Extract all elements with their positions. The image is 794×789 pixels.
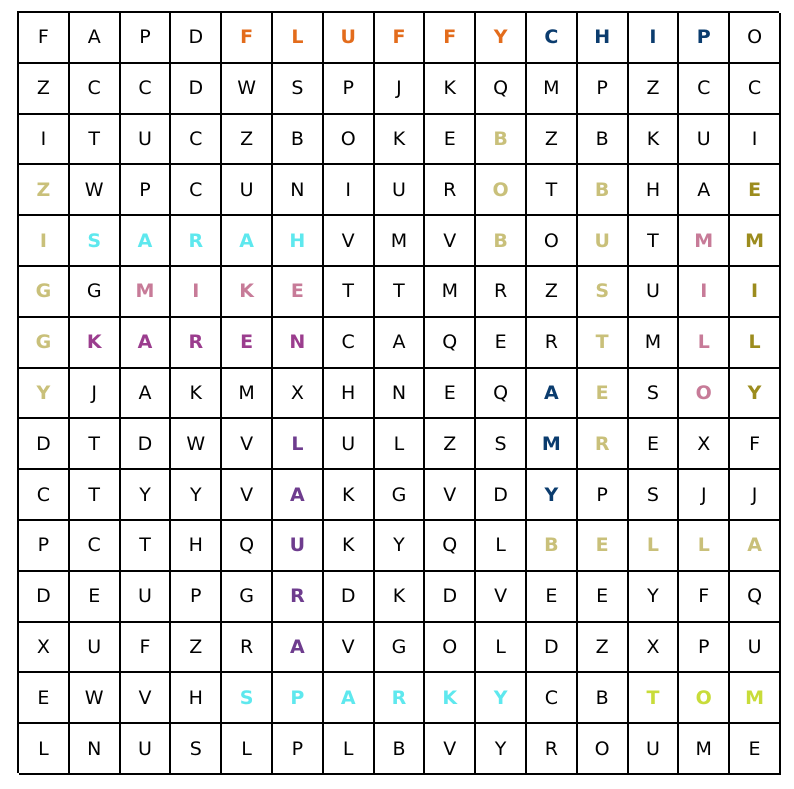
grid-cell[interactable]: E <box>730 724 781 775</box>
grid-cell[interactable]: U <box>324 13 375 64</box>
grid-cell[interactable]: X <box>629 623 680 674</box>
grid-cell[interactable]: E <box>273 267 324 318</box>
grid-cell[interactable]: A <box>222 216 273 267</box>
grid-cell[interactable]: S <box>629 369 680 420</box>
grid-cell[interactable]: L <box>19 724 70 775</box>
grid-cell[interactable]: E <box>578 572 629 623</box>
grid-cell[interactable]: G <box>19 318 70 369</box>
grid-cell[interactable]: P <box>273 724 324 775</box>
grid-cell[interactable]: O <box>578 724 629 775</box>
grid-cell[interactable]: E <box>578 521 629 572</box>
grid-cell[interactable]: K <box>425 64 476 115</box>
grid-cell[interactable]: H <box>171 673 222 724</box>
grid-cell[interactable]: I <box>19 115 70 166</box>
grid-cell[interactable]: P <box>578 64 629 115</box>
grid-cell[interactable]: S <box>171 724 222 775</box>
grid-cell[interactable]: X <box>273 369 324 420</box>
grid-cell[interactable]: M <box>730 216 781 267</box>
grid-cell[interactable]: L <box>629 521 680 572</box>
grid-cell[interactable]: M <box>730 673 781 724</box>
grid-cell[interactable]: H <box>578 13 629 64</box>
grid-cell[interactable]: M <box>679 724 730 775</box>
grid-cell[interactable]: E <box>19 673 70 724</box>
grid-cell[interactable]: S <box>578 267 629 318</box>
grid-cell[interactable]: M <box>527 64 578 115</box>
grid-cell[interactable]: M <box>679 216 730 267</box>
grid-cell[interactable]: L <box>273 419 324 470</box>
grid-cell[interactable]: T <box>121 521 172 572</box>
grid-cell[interactable]: O <box>679 673 730 724</box>
grid-cell[interactable]: K <box>425 673 476 724</box>
grid-cell[interactable]: P <box>273 673 324 724</box>
grid-cell[interactable]: C <box>527 673 578 724</box>
grid-cell[interactable]: Z <box>171 623 222 674</box>
grid-cell[interactable]: A <box>273 623 324 674</box>
grid-cell[interactable]: J <box>730 470 781 521</box>
grid-cell[interactable]: R <box>476 267 527 318</box>
grid-cell[interactable]: V <box>425 724 476 775</box>
grid-cell[interactable]: R <box>527 318 578 369</box>
grid-cell[interactable]: W <box>222 64 273 115</box>
grid-cell[interactable]: P <box>121 165 172 216</box>
grid-cell[interactable]: V <box>324 216 375 267</box>
grid-cell[interactable]: K <box>375 115 426 166</box>
grid-cell[interactable]: I <box>19 216 70 267</box>
grid-cell[interactable]: Y <box>476 724 527 775</box>
grid-cell[interactable]: S <box>273 64 324 115</box>
grid-cell[interactable]: X <box>679 419 730 470</box>
grid-cell[interactable]: D <box>171 13 222 64</box>
grid-cell[interactable]: U <box>222 165 273 216</box>
grid-cell[interactable]: X <box>19 623 70 674</box>
grid-cell[interactable]: W <box>70 673 121 724</box>
grid-cell[interactable]: O <box>476 165 527 216</box>
grid-cell[interactable]: P <box>679 13 730 64</box>
grid-cell[interactable]: Q <box>222 521 273 572</box>
grid-cell[interactable]: A <box>730 521 781 572</box>
grid-cell[interactable]: M <box>629 318 680 369</box>
grid-cell[interactable]: A <box>527 369 578 420</box>
grid-cell[interactable]: L <box>679 521 730 572</box>
grid-cell[interactable]: K <box>70 318 121 369</box>
grid-cell[interactable]: T <box>70 470 121 521</box>
grid-cell[interactable]: I <box>629 13 680 64</box>
grid-cell[interactable]: F <box>375 13 426 64</box>
grid-cell[interactable]: U <box>629 724 680 775</box>
grid-cell[interactable]: G <box>375 470 426 521</box>
grid-cell[interactable]: M <box>527 419 578 470</box>
grid-cell[interactable]: R <box>425 165 476 216</box>
grid-cell[interactable]: E <box>730 165 781 216</box>
grid-cell[interactable]: K <box>171 369 222 420</box>
grid-cell[interactable]: Y <box>476 673 527 724</box>
grid-cell[interactable]: I <box>679 267 730 318</box>
grid-cell[interactable]: L <box>679 318 730 369</box>
grid-cell[interactable]: Z <box>222 115 273 166</box>
grid-cell[interactable]: S <box>476 419 527 470</box>
grid-cell[interactable]: A <box>121 216 172 267</box>
grid-cell[interactable]: W <box>171 419 222 470</box>
grid-cell[interactable]: R <box>578 419 629 470</box>
grid-cell[interactable]: U <box>121 115 172 166</box>
grid-cell[interactable]: I <box>171 267 222 318</box>
grid-cell[interactable]: F <box>730 419 781 470</box>
grid-cell[interactable]: V <box>476 572 527 623</box>
grid-cell[interactable]: B <box>476 216 527 267</box>
grid-cell[interactable]: U <box>629 267 680 318</box>
grid-cell[interactable]: T <box>324 267 375 318</box>
word-search-grid <box>17 11 779 773</box>
grid-cell[interactable]: T <box>527 165 578 216</box>
grid-cell[interactable]: E <box>578 369 629 420</box>
grid-cell[interactable]: A <box>121 369 172 420</box>
grid-cell[interactable]: K <box>222 267 273 318</box>
grid-cell[interactable]: T <box>629 216 680 267</box>
grid-cell[interactable]: U <box>375 165 426 216</box>
grid-cell[interactable]: U <box>730 623 781 674</box>
grid-cell[interactable]: A <box>273 470 324 521</box>
grid-cell[interactable]: V <box>222 470 273 521</box>
grid-cell[interactable]: B <box>476 115 527 166</box>
grid-cell[interactable]: Z <box>425 419 476 470</box>
grid-cell[interactable]: R <box>171 318 222 369</box>
grid-cell[interactable]: N <box>273 318 324 369</box>
grid-cell[interactable]: R <box>273 572 324 623</box>
grid-cell[interactable]: I <box>730 267 781 318</box>
grid-cell[interactable]: K <box>375 572 426 623</box>
grid-cell[interactable]: A <box>375 318 426 369</box>
grid-cell[interactable]: H <box>629 165 680 216</box>
grid-cell[interactable]: P <box>121 13 172 64</box>
grid-cell[interactable]: A <box>324 673 375 724</box>
grid-cell[interactable]: D <box>425 572 476 623</box>
grid-cell[interactable]: V <box>324 623 375 674</box>
grid-cell[interactable]: F <box>679 572 730 623</box>
grid-cell[interactable]: M <box>375 216 426 267</box>
grid-cell[interactable]: L <box>730 318 781 369</box>
grid-cell[interactable]: F <box>425 13 476 64</box>
grid-cell[interactable]: K <box>629 115 680 166</box>
grid-cell[interactable]: H <box>273 216 324 267</box>
grid-cell[interactable]: J <box>375 64 426 115</box>
grid-cell[interactable]: F <box>19 13 70 64</box>
grid-cell[interactable]: Y <box>629 572 680 623</box>
grid-cell[interactable]: Z <box>527 115 578 166</box>
grid-cell[interactable]: O <box>730 13 781 64</box>
grid-cell[interactable]: G <box>375 623 426 674</box>
grid-cell[interactable]: Y <box>730 369 781 420</box>
grid-cell[interactable]: L <box>476 521 527 572</box>
grid-cell[interactable]: P <box>578 470 629 521</box>
grid-cell[interactable]: Y <box>19 369 70 420</box>
grid-cell[interactable]: Y <box>121 470 172 521</box>
grid-cell[interactable]: U <box>121 572 172 623</box>
grid-cell[interactable]: J <box>70 369 121 420</box>
grid-cell[interactable]: O <box>679 369 730 420</box>
grid-cell[interactable]: Q <box>425 521 476 572</box>
grid-cell[interactable]: U <box>578 216 629 267</box>
grid-cell[interactable]: C <box>121 64 172 115</box>
grid-cell[interactable]: S <box>629 470 680 521</box>
grid-cell[interactable]: Y <box>171 470 222 521</box>
grid-cell[interactable]: D <box>171 64 222 115</box>
grid-cell[interactable]: Q <box>476 369 527 420</box>
grid-cell[interactable]: Z <box>19 64 70 115</box>
grid-cell[interactable]: P <box>679 623 730 674</box>
grid-cell[interactable]: M <box>222 369 273 420</box>
grid-cell[interactable]: T <box>629 673 680 724</box>
grid-cell[interactable]: E <box>527 572 578 623</box>
grid-cell[interactable]: P <box>171 572 222 623</box>
grid-cell[interactable]: Q <box>476 64 527 115</box>
grid-cell[interactable]: O <box>527 216 578 267</box>
grid-cell[interactable]: D <box>476 470 527 521</box>
grid-cell[interactable]: C <box>19 470 70 521</box>
grid-cell[interactable]: B <box>578 673 629 724</box>
grid-cell[interactable]: N <box>375 369 426 420</box>
grid-cell[interactable]: V <box>222 419 273 470</box>
grid-cell[interactable]: B <box>578 115 629 166</box>
grid-cell[interactable]: G <box>70 267 121 318</box>
grid-cell[interactable]: O <box>425 623 476 674</box>
grid-cell[interactable]: R <box>171 216 222 267</box>
grid-cell[interactable]: B <box>527 521 578 572</box>
grid-cell[interactable]: Y <box>527 470 578 521</box>
grid-cell[interactable]: P <box>324 64 375 115</box>
grid-cell[interactable]: U <box>679 115 730 166</box>
grid-cell[interactable]: L <box>324 724 375 775</box>
grid-cell[interactable]: C <box>527 13 578 64</box>
grid-cell[interactable]: P <box>19 521 70 572</box>
grid-cell[interactable]: E <box>222 318 273 369</box>
grid-cell[interactable]: D <box>121 419 172 470</box>
grid-cell[interactable]: S <box>222 673 273 724</box>
grid-cell[interactable]: Q <box>425 318 476 369</box>
grid-cell[interactable]: L <box>375 419 426 470</box>
grid-cell[interactable]: V <box>425 216 476 267</box>
grid-cell[interactable]: U <box>273 521 324 572</box>
grid-cell[interactable]: I <box>324 165 375 216</box>
grid-cell[interactable]: Z <box>578 623 629 674</box>
grid-cell[interactable]: C <box>70 64 121 115</box>
grid-cell[interactable]: H <box>171 521 222 572</box>
grid-cell[interactable]: F <box>222 13 273 64</box>
grid-cell[interactable]: K <box>324 521 375 572</box>
grid-cell[interactable]: O <box>324 115 375 166</box>
grid-cell[interactable]: N <box>70 724 121 775</box>
grid-cell[interactable]: E <box>425 369 476 420</box>
grid-cell[interactable]: G <box>19 267 70 318</box>
grid-cell[interactable]: U <box>70 623 121 674</box>
grid-cell[interactable]: C <box>70 521 121 572</box>
grid-cell[interactable]: Y <box>375 521 426 572</box>
grid-cell[interactable]: Z <box>527 267 578 318</box>
grid-cell[interactable]: B <box>375 724 426 775</box>
grid-cell[interactable]: S <box>70 216 121 267</box>
grid-cell[interactable]: E <box>476 318 527 369</box>
grid-cell[interactable]: M <box>121 267 172 318</box>
grid-cell[interactable]: A <box>679 165 730 216</box>
grid-cell[interactable]: C <box>679 64 730 115</box>
grid-cell[interactable]: Y <box>476 13 527 64</box>
grid-cell[interactable]: A <box>70 13 121 64</box>
grid-cell[interactable]: C <box>171 165 222 216</box>
grid-cell[interactable]: B <box>578 165 629 216</box>
grid-cell[interactable]: A <box>121 318 172 369</box>
grid-cell[interactable]: G <box>222 572 273 623</box>
grid-cell[interactable]: Z <box>629 64 680 115</box>
grid-cell[interactable]: Q <box>730 572 781 623</box>
grid-cell[interactable]: U <box>121 724 172 775</box>
grid-cell[interactable]: E <box>629 419 680 470</box>
grid-cell[interactable]: J <box>679 470 730 521</box>
grid-cell[interactable]: R <box>222 623 273 674</box>
grid-cell[interactable]: R <box>527 724 578 775</box>
grid-cell[interactable]: E <box>425 115 476 166</box>
grid-cell[interactable]: T <box>70 115 121 166</box>
grid-cell[interactable]: C <box>730 64 781 115</box>
grid-cell[interactable]: V <box>121 673 172 724</box>
grid-cell[interactable]: Z <box>19 165 70 216</box>
grid-cell[interactable]: D <box>19 419 70 470</box>
grid-cell[interactable]: H <box>324 369 375 420</box>
grid-cell[interactable]: E <box>70 572 121 623</box>
grid-cell[interactable]: U <box>324 419 375 470</box>
grid-cell[interactable]: V <box>425 470 476 521</box>
grid-cell[interactable]: N <box>273 165 324 216</box>
grid-cell[interactable]: B <box>273 115 324 166</box>
grid-cell[interactable]: T <box>70 419 121 470</box>
grid-cell[interactable]: L <box>222 724 273 775</box>
grid-cell[interactable]: W <box>70 165 121 216</box>
grid-cell[interactable]: C <box>324 318 375 369</box>
grid-cell[interactable]: L <box>273 13 324 64</box>
grid-cell[interactable]: M <box>425 267 476 318</box>
grid-cell[interactable]: D <box>19 572 70 623</box>
grid-cell[interactable]: T <box>578 318 629 369</box>
grid-cell[interactable]: R <box>375 673 426 724</box>
grid-cell[interactable]: L <box>476 623 527 674</box>
grid-cell[interactable]: F <box>121 623 172 674</box>
grid-cell[interactable]: T <box>375 267 426 318</box>
grid-cell[interactable]: K <box>324 470 375 521</box>
grid-cell[interactable]: C <box>171 115 222 166</box>
grid-cell[interactable]: I <box>730 115 781 166</box>
grid-cell[interactable]: D <box>527 623 578 674</box>
grid-cell[interactable]: D <box>324 572 375 623</box>
